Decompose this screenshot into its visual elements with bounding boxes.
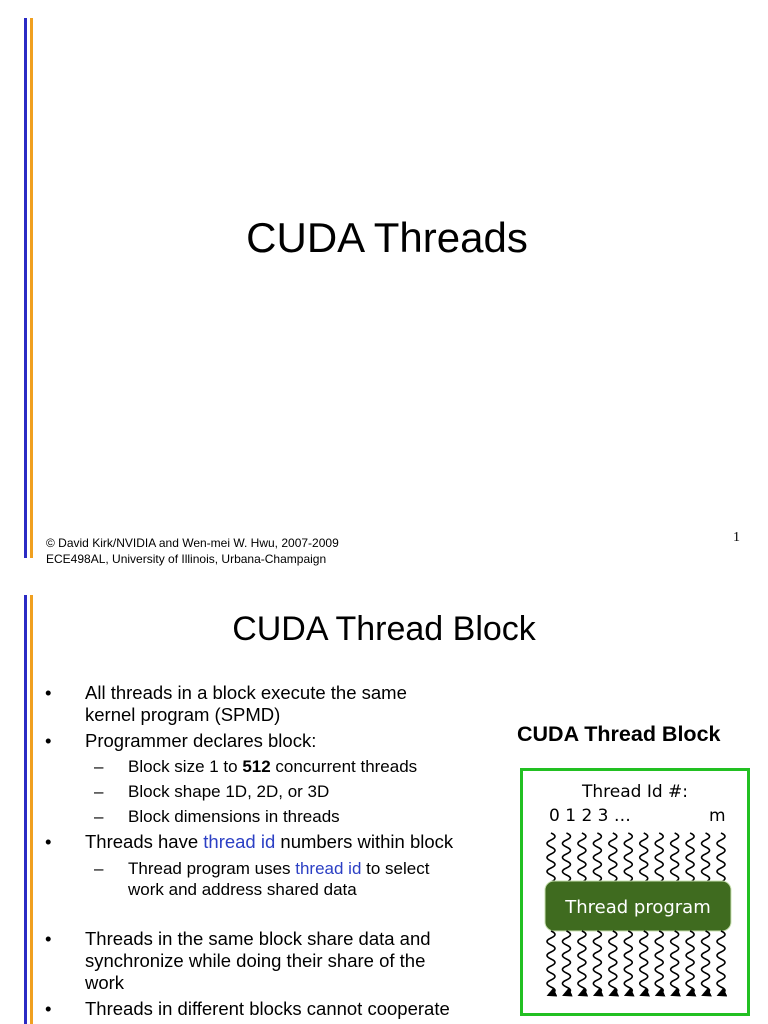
sub-bullet-highlight-text: thread id xyxy=(295,859,362,878)
thread-line-top xyxy=(671,833,679,882)
slide-separator xyxy=(0,576,768,585)
page-number: 1 xyxy=(733,530,740,545)
bullet-text: numbers within block xyxy=(275,831,454,852)
sub-bullet-marker: – xyxy=(94,807,104,826)
sub-bullet-text: Block dimensions in threads xyxy=(128,807,340,826)
sub-bullet-text: to select xyxy=(361,859,430,878)
thread-id-last: m xyxy=(709,806,726,826)
bullet-text-line: synchronize while doing their share of the xyxy=(85,950,426,971)
sub-bullet-text: Thread program uses xyxy=(128,859,296,878)
thread-line-bottom xyxy=(671,931,679,994)
thread-line-top xyxy=(562,833,570,882)
slide-accent-bar-orange xyxy=(30,18,33,558)
thread-program-label: Thread program xyxy=(565,897,711,918)
sub-bullet-bold-value: 512 xyxy=(242,757,271,776)
thread-line-top xyxy=(655,833,663,882)
thread-line-bottom xyxy=(624,931,632,994)
bullet-marker: • xyxy=(45,682,52,703)
sub-bullet-text-line: work and address shared data xyxy=(128,880,357,899)
sub-bullet-item xyxy=(45,756,520,777)
thread-line-bottom xyxy=(609,931,617,994)
slide-1-title: CUDA Threads xyxy=(246,214,528,261)
sub-bullet-marker: – xyxy=(94,859,104,878)
thread-squiggles-bottom xyxy=(547,931,725,994)
thread-line-top xyxy=(609,833,617,882)
bullet-item xyxy=(45,928,520,994)
thread-line-top xyxy=(702,833,710,882)
bullet-item xyxy=(45,730,520,752)
thread-line-top xyxy=(717,833,725,882)
bullet-text-line: Threads in different blocks cannot cooperate xyxy=(85,998,450,1019)
bullet-item xyxy=(45,682,520,726)
bullet-text: Threads have xyxy=(85,831,204,852)
bullet-list xyxy=(45,682,520,1020)
thread-line-top xyxy=(640,833,648,882)
thread-block-svg xyxy=(523,771,747,1013)
thread-line-top xyxy=(624,833,632,882)
slide-2-title xyxy=(0,610,768,649)
bullet-marker: • xyxy=(45,928,52,949)
slide-accent-bar-blue xyxy=(24,18,27,558)
bullet-marker: • xyxy=(45,730,52,751)
bullet-text-line: kernel program (SPMD) xyxy=(85,704,281,725)
thread-line-bottom xyxy=(562,931,570,994)
bullet-text-line: work xyxy=(85,972,125,993)
thread-id-numbers: 0 1 2 3 … xyxy=(549,806,631,826)
thread-line-bottom xyxy=(578,931,586,994)
thread-id-label: Thread Id #: xyxy=(581,782,689,802)
thread-line-bottom xyxy=(593,931,601,994)
bullet-marker: • xyxy=(45,998,52,1019)
sub-bullet-item xyxy=(45,858,520,900)
thread-line-bottom xyxy=(547,931,555,994)
thread-line-bottom xyxy=(640,931,648,994)
thread-line-top xyxy=(686,833,694,882)
slide-1-footer xyxy=(46,535,339,567)
bullet-marker: • xyxy=(45,831,52,852)
thread-line-bottom xyxy=(655,931,663,994)
thread-line-bottom xyxy=(686,931,694,994)
thread-line-top xyxy=(593,833,601,882)
bullet-item xyxy=(45,998,520,1020)
thread-line-bottom xyxy=(702,931,710,994)
thread-line-bottom xyxy=(717,931,725,994)
footer-copyright: © David Kirk/NVIDIA and Wen-mei W. Hwu, 2007-2009 xyxy=(46,536,339,550)
thread-line-top xyxy=(547,833,555,882)
slide-accent-bar-orange xyxy=(30,595,33,1024)
thread-squiggles-top xyxy=(547,833,725,882)
sub-bullet-text: Block size 1 to xyxy=(128,757,243,776)
sub-bullet-marker: – xyxy=(94,782,104,801)
thread-line-top xyxy=(578,833,586,882)
slide-accent-bar-blue xyxy=(24,595,27,1024)
bullet-item xyxy=(45,831,520,853)
footer-course: ECE498AL, University of Illinois, Urbana-Champaign xyxy=(46,552,327,566)
sub-bullet-item xyxy=(45,781,520,802)
sub-bullet-marker: – xyxy=(94,757,104,776)
sub-bullet-text: concurrent threads xyxy=(270,757,418,776)
bullet-text-line: All threads in a block execute the same xyxy=(85,682,407,703)
bullet-highlight-text: thread id xyxy=(203,831,276,852)
bullet-text: Programmer declares block: xyxy=(85,730,317,751)
slide-2-title-text: CUDA Thread Block xyxy=(232,610,536,648)
sub-bullet-item xyxy=(45,806,520,827)
sub-bullet-text: Block shape 1D, 2D, or 3D xyxy=(128,782,330,801)
bullet-text-line: Threads in the same block share data and xyxy=(85,928,431,949)
diagram-title: CUDA Thread Block xyxy=(517,722,721,746)
thread-block-diagram xyxy=(520,768,750,1016)
